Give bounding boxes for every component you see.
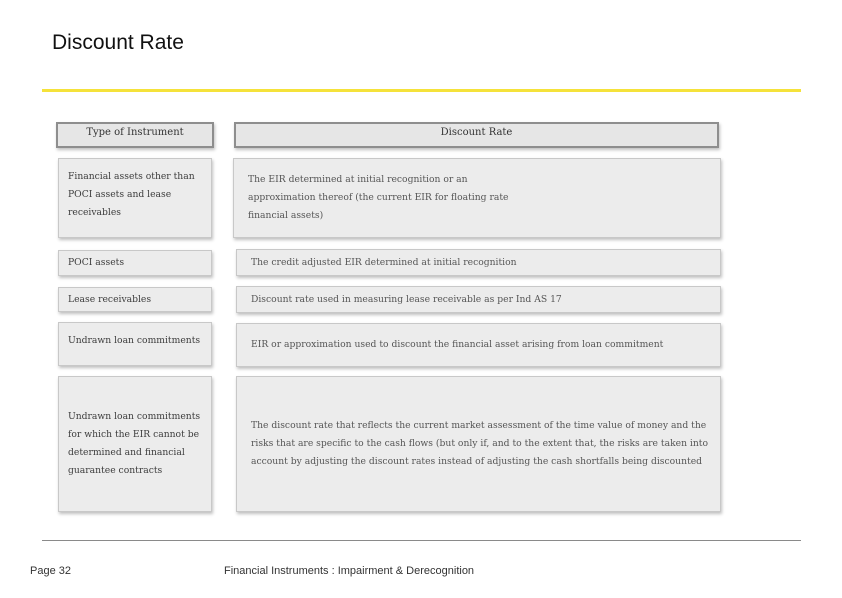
title-underline: [42, 89, 801, 92]
footer-page-number: Page 32: [30, 565, 71, 577]
row-4-instrument-text: Undrawn loan commitments: [68, 335, 201, 346]
row-4-rate: [236, 323, 721, 367]
row-4-instrument: [58, 322, 212, 366]
row-2-rate-text: The credit adjusted EIR determined at initial recognition: [251, 256, 517, 268]
header-type-of-instrument: [56, 122, 214, 148]
header-instrument-label: Type of Instrument: [86, 127, 184, 138]
row-4-rate-text: EIR or approximation used to discount the financial asset arising from loan commitment: [251, 339, 664, 350]
footer-divider: [42, 540, 801, 541]
row-3-instrument: [58, 287, 212, 312]
row-5-rate-text: The discount rate that reflects the current market assessment of the time value of money and the risks that are specific to the cash flows (but only if, and to the extent that, the risks are taken into account by adjusting the discount rates instead of adjusting the cash shortfalls being discounted: [251, 420, 709, 467]
row-5-instrument: [58, 376, 212, 512]
row-3-rate: [236, 286, 721, 313]
header-rate-label: Discount Rate: [440, 127, 513, 138]
page-title: Discount Rate: [52, 31, 184, 54]
row-2-instrument: [58, 250, 212, 276]
row-5-instrument-text: Undrawn loan commitments for which the EIR cannot be determined and financial guarantee contracts: [68, 411, 201, 476]
row-5-rate: [236, 376, 721, 512]
row-3-instrument-text: Lease receivables: [68, 293, 152, 305]
row-1-instrument-text: Financial assets other than POCI assets and lease receivables: [68, 171, 195, 218]
row-2-instrument-text: POCI assets: [68, 257, 125, 268]
row-2-rate: [236, 249, 721, 276]
row-1-instrument: [58, 158, 212, 238]
row-3-rate-text: Discount rate used in measuring lease receivable as per Ind AS 17: [251, 293, 562, 305]
row-1-rate: [233, 158, 721, 238]
row-1-rate-text: The EIR determined at initial recognition or an approximation thereof (the current EIR for floating rate financial assets): [248, 174, 509, 221]
header-discount-rate: [234, 122, 719, 148]
footer-document-title: Financial Instruments : Impairment & Derecognition: [224, 565, 475, 577]
